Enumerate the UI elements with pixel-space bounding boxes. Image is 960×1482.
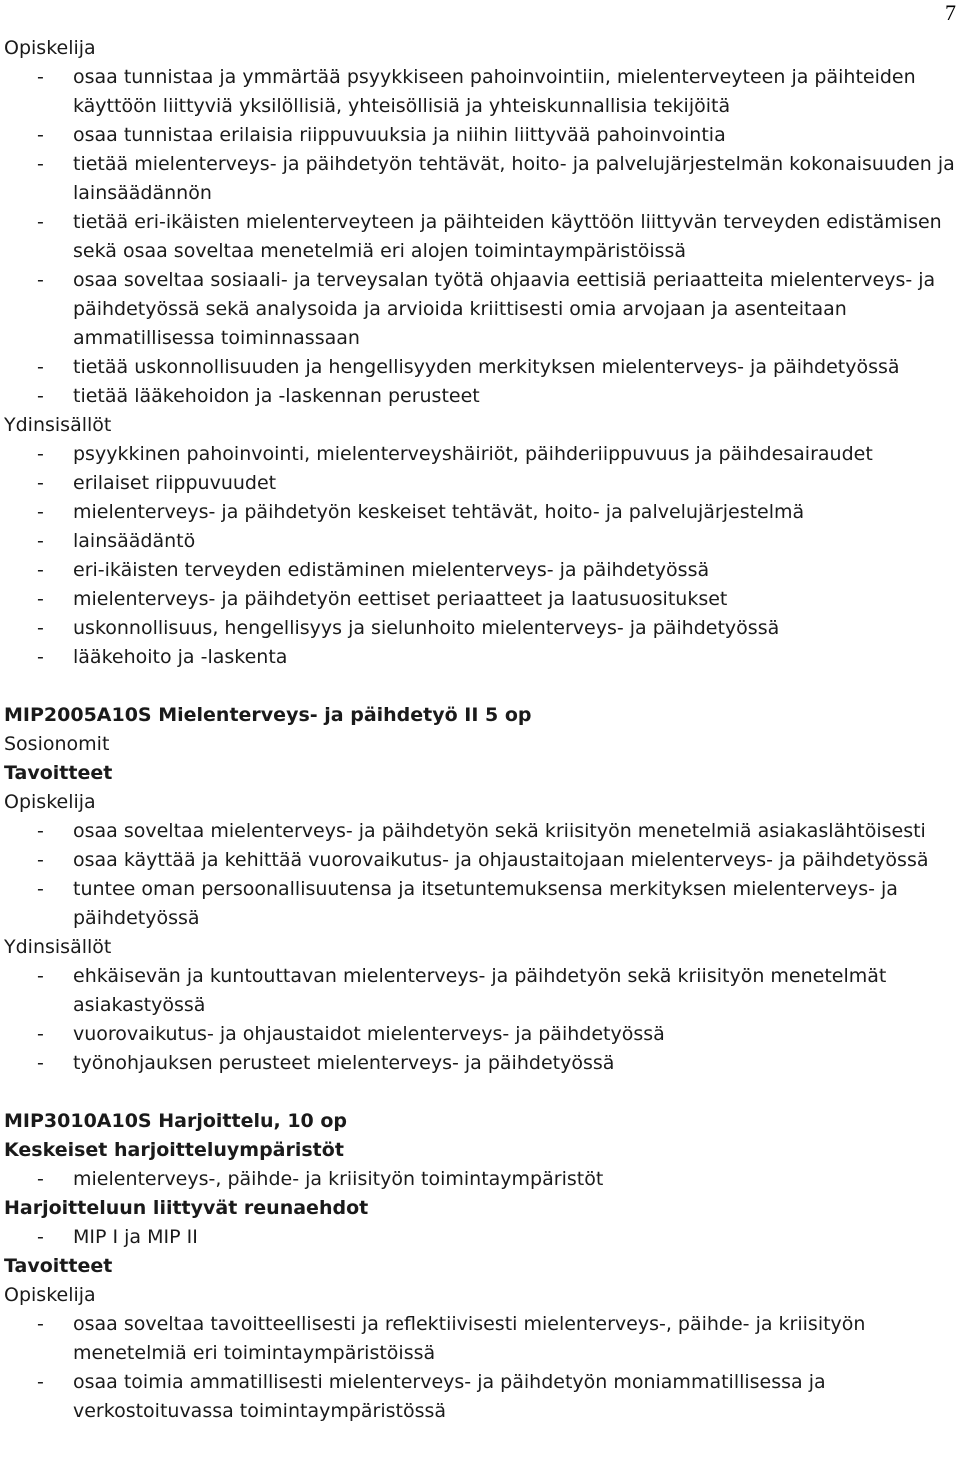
list-item: - lääkehoito ja -laskenta bbox=[4, 643, 956, 672]
section-heading: Opiskelija bbox=[4, 791, 96, 813]
list-item: - työnohjauksen perusteet mielenterveys- ja päihdetyössä bbox=[4, 1049, 956, 1078]
list-item: - ehkäisevän ja kuntouttavan mielenterveys- ja päihdetyön sekä kriisityön menetelmät asiakastyössä bbox=[4, 962, 956, 1020]
bullet-list bbox=[4, 1223, 956, 1252]
bullet-list bbox=[4, 63, 956, 411]
list-item: - MIP I ja MIP II bbox=[4, 1223, 956, 1252]
list-item: - tietää uskonnollisuuden ja hengellisyyden merkityksen mielenterveys- ja päihdetyössä bbox=[4, 353, 956, 382]
list-item: - tietää lääkehoidon ja -laskennan perusteet bbox=[4, 382, 956, 411]
section-heading: MIP2005A10S Mielenterveys- ja päihdetyö II 5 op bbox=[4, 704, 532, 726]
list-item: - osaa soveltaa tavoitteellisesti ja reflektiivisesti mielenterveys-, päihde- ja kriisityön menetelmiä eri toimintaympäristöissä bbox=[4, 1310, 956, 1368]
list-item: - osaa soveltaa sosiaali- ja terveysalan työtä ohjaavia eettisiä periaatteita mielenterveys- ja päihdetyössä sekä analysoida ja arvioida kriittisesti omia arvojaan ja asenteitaan ammatillisessa toiminnassaan bbox=[4, 266, 956, 353]
section-heading: MIP3010A10S Harjoittelu, 10 op bbox=[4, 1110, 348, 1132]
section-heading: Keskeiset harjoitteluympäristöt bbox=[4, 1139, 344, 1161]
list-item: - erilaiset riippuvuudet bbox=[4, 469, 956, 498]
bullet-list bbox=[4, 817, 956, 933]
list-item: - osaa toimia ammatillisesti mielenterveys- ja päihdetyön moniammatillisessa ja verkostoituvassa toimintaympäristössä bbox=[4, 1368, 956, 1426]
list-item: - mielenterveys- ja päihdetyön eettiset periaatteet ja laatusuositukset bbox=[4, 585, 956, 614]
list-item: - vuorovaikutus- ja ohjaustaidot mielenterveys- ja päihdetyössä bbox=[4, 1020, 956, 1049]
document-body bbox=[4, 34, 956, 1426]
section-heading: Tavoitteet bbox=[4, 1255, 113, 1277]
section-heading: Tavoitteet bbox=[4, 762, 113, 784]
list-item: - tietää mielenterveys- ja päihdetyön tehtävät, hoito- ja palvelujärjestelmän kokonaisuuden ja lainsäädännön bbox=[4, 150, 956, 208]
section-heading: Ydinsisällöt bbox=[4, 414, 112, 436]
list-item: - tietää eri-ikäisten mielenterveyteen ja päihteiden käyttöön liittyvän terveyden edistämisen sekä osaa soveltaa menetelmiä eri alojen toimintaympäristöissä bbox=[4, 208, 956, 266]
list-item: - osaa soveltaa mielenterveys- ja päihdetyön sekä kriisityön menetelmiä asiakaslähtöisesti bbox=[4, 817, 956, 846]
section-heading: Opiskelija bbox=[4, 1284, 96, 1306]
section-heading: Opiskelija bbox=[4, 37, 96, 59]
list-item: - osaa tunnistaa erilaisia riippuvuuksia ja niihin liittyvää pahoinvointia bbox=[4, 121, 956, 150]
list-item: - eri-ikäisten terveyden edistäminen mielenterveys- ja päihdetyössä bbox=[4, 556, 956, 585]
list-item: - uskonnollisuus, hengellisyys ja sielunhoito mielenterveys- ja päihdetyössä bbox=[4, 614, 956, 643]
section-heading: Harjoitteluun liittyvät reunaehdot bbox=[4, 1197, 369, 1219]
list-item: - mielenterveys- ja päihdetyön keskeiset tehtävät, hoito- ja palvelujärjestelmä bbox=[4, 498, 956, 527]
bullet-list bbox=[4, 440, 956, 672]
bullet-list bbox=[4, 962, 956, 1078]
list-item: - lainsäädäntö bbox=[4, 527, 956, 556]
list-item: - mielenterveys-, päihde- ja kriisityön toimintaympäristöt bbox=[4, 1165, 956, 1194]
page-number: 7 bbox=[945, 0, 956, 25]
list-item: - osaa käyttää ja kehittää vuorovaikutus- ja ohjaustaitojaan mielenterveys- ja päihdetyössä bbox=[4, 846, 956, 875]
bullet-list bbox=[4, 1310, 956, 1426]
bullet-list bbox=[4, 1165, 956, 1194]
list-item: - tuntee oman persoonallisuutensa ja itsetuntemuksensa merkityksen mielenterveys- ja päihdetyössä bbox=[4, 875, 956, 933]
section-heading: Ydinsisällöt bbox=[4, 936, 112, 958]
list-item: - osaa tunnistaa ja ymmärtää psyykkiseen pahoinvointiin, mielenterveyteen ja päihteiden käyttöön liittyviä yksilöllisiä, yhteisöllisiä ja yhteiskunnallisia tekijöitä bbox=[4, 63, 956, 121]
list-item: - psyykkinen pahoinvointi, mielenterveyshäiriöt, päihderiippuvuus ja päihdesairaudet bbox=[4, 440, 956, 469]
section-heading: Sosionomit bbox=[4, 733, 110, 755]
